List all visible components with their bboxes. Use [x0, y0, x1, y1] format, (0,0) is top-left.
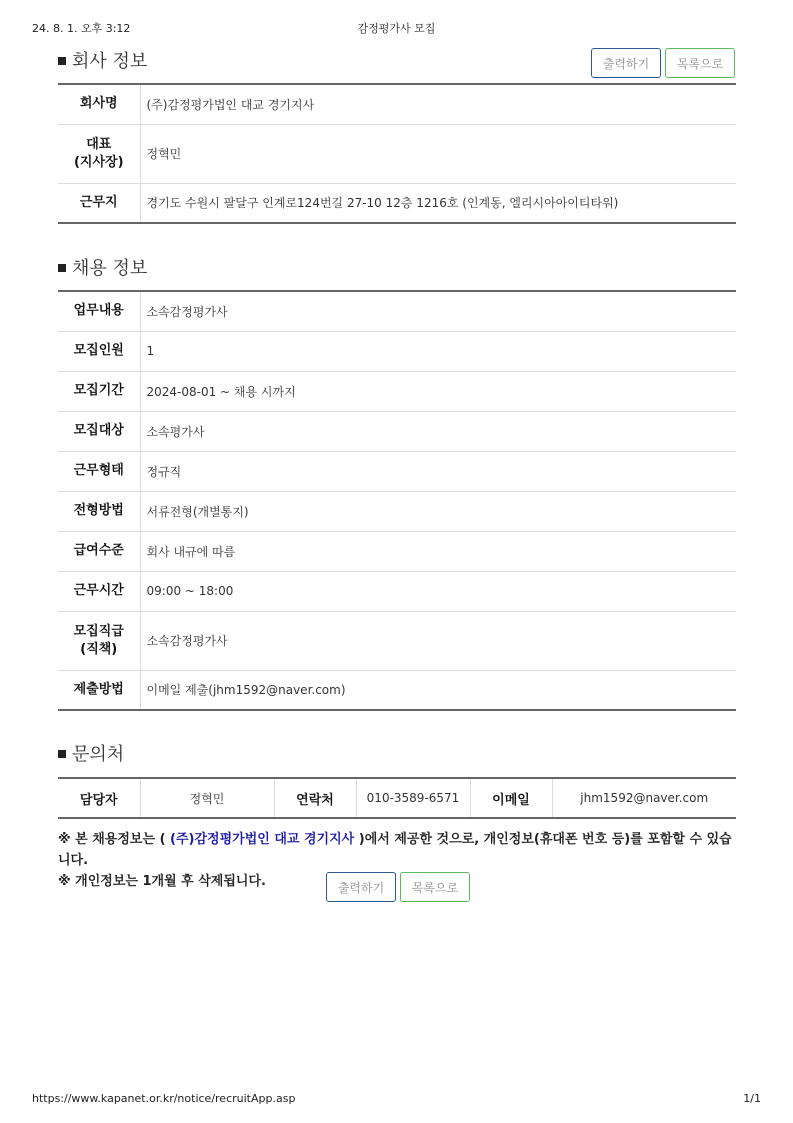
- row-value: 1: [140, 331, 736, 371]
- row-label: 모집인원: [58, 331, 140, 371]
- table-row: [58, 451, 736, 491]
- table-row: [58, 371, 736, 411]
- row-label: 대표 (지사장): [58, 124, 140, 183]
- table-row: [58, 670, 736, 710]
- table-row: [58, 411, 736, 451]
- notice-line-2: ※ 개인정보는 1개월 후 삭제됩니다.: [58, 874, 266, 889]
- bottom-button-row: [326, 872, 470, 902]
- square-bullet-icon: [58, 57, 66, 65]
- print-doc-title: 감정평가사 모집: [357, 22, 436, 35]
- phone-value: 010-3589-6571: [356, 778, 470, 818]
- contact-section-title: [58, 741, 736, 765]
- row-label: 모집기간: [58, 371, 140, 411]
- square-bullet-icon: [58, 264, 66, 272]
- square-bullet-icon: [58, 750, 66, 758]
- row-label: 근무형태: [58, 451, 140, 491]
- table-row: [58, 124, 736, 183]
- print-page-number: 1/1: [743, 1092, 761, 1105]
- recruit-section-title: [58, 255, 736, 279]
- email-label: 이메일: [470, 778, 552, 818]
- row-label: 근무지: [58, 183, 140, 223]
- row-value: 소속감정평가사: [146, 304, 228, 319]
- top-button-row: [591, 48, 735, 78]
- row-label: 업무내용: [58, 291, 140, 331]
- contact-section-title-text: 문의처: [72, 744, 125, 765]
- row-value: 2024-08-01 ~ 채용 시까지: [140, 371, 736, 411]
- row-label: 급여수준: [58, 531, 140, 571]
- list-button[interactable]: 목록으로: [665, 48, 735, 78]
- row-label: 모집직급 (직책): [58, 611, 140, 670]
- row-value: 09:00 ~ 18:00: [140, 571, 736, 611]
- row-value: 정규직: [140, 451, 736, 491]
- print-button[interactable]: 출력하기: [591, 48, 661, 78]
- notice-line-1: ※ 본 채용정보는 ( (주)감정평가법인 대교 경기지사 )에서 제공한 것으로, 개인정보(휴대폰 번호 등)를 포함할 수 있습니다.: [58, 832, 732, 868]
- print-date: 24. 8. 1. 오후 3:12: [32, 22, 131, 35]
- recruit-info-table: [58, 290, 736, 711]
- table-row: [58, 778, 736, 818]
- table-row: [58, 491, 736, 531]
- row-label: 회사명: [58, 84, 140, 124]
- row-label: 제출방법: [58, 670, 140, 710]
- table-row: [58, 183, 736, 223]
- print-url: https://www.kapanet.or.kr/notice/recruitApp.asp: [32, 1092, 296, 1105]
- row-label: 근무시간: [58, 571, 140, 611]
- email-value: jhm1592@naver.com: [580, 791, 709, 805]
- row-value: 소속감정평가사: [140, 611, 736, 670]
- company-section-title-text: 회사 정보: [72, 51, 148, 72]
- row-value: 이메일 제출(jhm1592@naver.com): [140, 670, 736, 710]
- row-value: 경기도 수원시 팔달구 인계로124번길 27-10 12층 1216호 (인계동, 엘리시아아이티타워): [140, 183, 736, 223]
- recruit-section: [58, 255, 736, 279]
- table-row: [58, 611, 736, 670]
- row-label: 모집대상: [58, 411, 140, 451]
- table-row: [58, 331, 736, 371]
- table-row: [58, 291, 736, 331]
- table-row: [58, 531, 736, 571]
- print-header: [32, 20, 761, 36]
- table-row: [58, 84, 736, 124]
- table-row: [58, 571, 736, 611]
- contact-section: [58, 741, 736, 765]
- row-value: 정혁민: [140, 124, 736, 183]
- manager-label: 담당자: [58, 778, 140, 818]
- contact-table: [58, 777, 736, 819]
- list-button[interactable]: 목록으로: [400, 872, 470, 902]
- phone-label: 연락처: [274, 778, 356, 818]
- row-label: 전형방법: [58, 491, 140, 531]
- recruit-section-title-text: 채용 정보: [72, 258, 148, 279]
- row-value: (주)감정평가법인 대교 경기지사: [146, 97, 315, 112]
- row-value: 회사 내규에 따름: [140, 531, 736, 571]
- manager-value: 정혁민: [140, 778, 274, 818]
- print-button[interactable]: 출력하기: [326, 872, 396, 902]
- row-value: 소속평가사: [140, 411, 736, 451]
- notice-company: (주)감정평가법인 대교 경기지사: [170, 832, 355, 847]
- row-value: 서류전형(개별통지): [140, 491, 736, 531]
- company-info-table: [58, 83, 736, 224]
